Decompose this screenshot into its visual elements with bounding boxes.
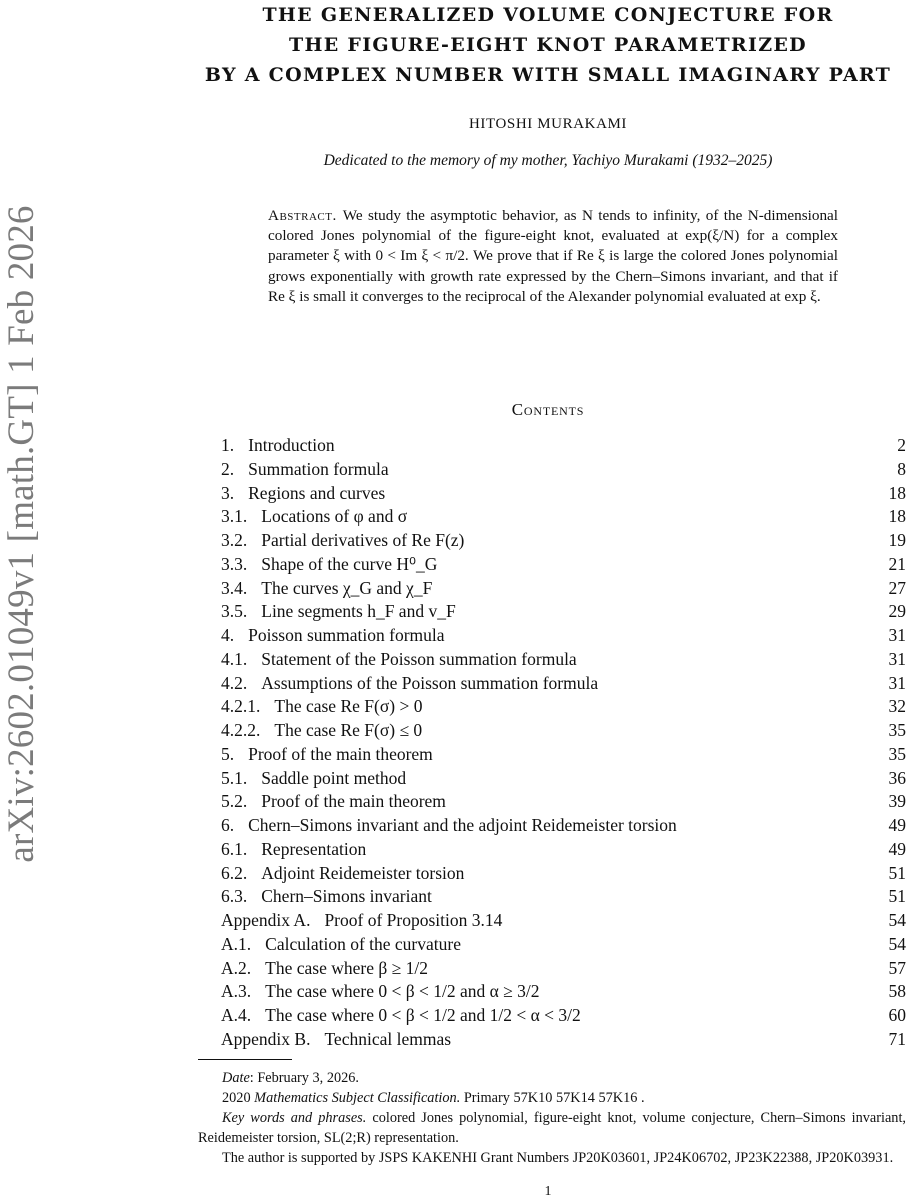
toc-entry[interactable]	[221, 1028, 906, 1052]
toc-entry-number: 4.1.	[221, 648, 248, 669]
toc-entry[interactable]	[221, 743, 906, 767]
toc-entry[interactable]	[221, 790, 906, 814]
toc-entry-title: Regions and curves	[248, 482, 386, 503]
toc-entry-page: 54	[888, 933, 906, 954]
toc-entry-title: Adjoint Reidemeister torsion	[261, 862, 465, 883]
toc-entry-number: 4.	[221, 625, 235, 645]
toc-entry-number: Appendix B.	[221, 1028, 311, 1049]
toc-entry-label	[221, 957, 428, 981]
toc-entry-number: 3.2.	[221, 530, 248, 550]
toc-entry[interactable]	[221, 862, 906, 886]
toc-entry-number: 4.2.2.	[221, 720, 261, 740]
msc-value: Primary 57K10 57K14 57K16 .	[460, 1090, 645, 1106]
toc-entry[interactable]	[221, 885, 906, 909]
toc-entry-number: 5.2.	[221, 791, 248, 812]
footnote-date	[198, 1068, 906, 1088]
toc-entry-label	[221, 577, 432, 601]
toc-entry-number: 6.	[221, 815, 235, 835]
toc-entry-number: 5.1.	[221, 767, 248, 788]
toc-entry-number: 6.1.	[221, 838, 248, 859]
toc-entry-number: 4.2.1.	[221, 696, 261, 717]
toc-entry-title: Shape of the curve H⁰_G	[261, 553, 438, 574]
toc-entry[interactable]	[221, 553, 906, 577]
toc-entry-page: 71	[888, 1028, 906, 1049]
toc-entry-number: 1.	[221, 435, 235, 455]
toc-entry-label	[221, 909, 502, 933]
arxiv-stamp	[0, 178, 44, 890]
toc-entry-page: 19	[888, 530, 906, 550]
toc-entry[interactable]	[221, 1004, 906, 1028]
toc-entry-title: The case where 0 < β < 1/2 and 1/2 < α < 3/2	[265, 1005, 581, 1025]
toc-entry[interactable]	[221, 648, 906, 672]
toc-entry-title: Line segments h_F and v_F	[261, 601, 456, 622]
toc-entry-title: Assumptions of the Poisson summation formula	[261, 672, 599, 693]
toc-entry-number: 3.4.	[221, 577, 248, 598]
toc-entry-page: 35	[888, 743, 906, 764]
toc-entry[interactable]	[221, 767, 906, 791]
toc-entry-label	[221, 838, 366, 862]
msc-lead: 2020	[222, 1090, 255, 1106]
footnote-support: The author is supported by JSPS KAKENHI Grant Numbers JP20K03601, JP24K06702, JP23K22388, JP20K03931.	[222, 1150, 894, 1166]
toc-entry-page: 32	[888, 696, 906, 717]
toc-entry-number: A.2.	[221, 957, 252, 978]
toc-entry[interactable]	[221, 672, 906, 696]
toc-entry-title: The case where 0 < β < 1/2 and α ≥ 3/2	[265, 981, 540, 1002]
toc-entry-label	[221, 790, 446, 814]
title-line-1: THE GENERALIZED VOLUME CONJECTURE FOR	[262, 4, 834, 26]
footnotes	[198, 1068, 906, 1168]
toc-entry-title: Partial derivatives of Re F(z)	[261, 530, 465, 550]
toc-entry-title: Representation	[261, 838, 367, 859]
toc-entry-title: Proof of the main theorem	[248, 743, 433, 764]
toc-entry-page: 49	[888, 815, 906, 835]
footnote-keywords	[198, 1108, 906, 1148]
toc-entry-title: The curves χ_G and χ_F	[261, 577, 433, 598]
msc-label: Mathematics Subject Classification.	[254, 1090, 461, 1106]
toc-entry-title: Chern–Simons invariant and the adjoint Reidemeister torsion	[248, 815, 677, 835]
toc-entry-label	[221, 767, 406, 791]
toc-entry-page: 60	[888, 1005, 906, 1025]
toc-entry-page: 2	[897, 435, 906, 455]
toc-entry-title: Proof of Proposition 3.14	[324, 910, 503, 930]
toc-entry-page: 31	[888, 648, 906, 669]
toc-entry-label	[221, 885, 432, 909]
toc-entry-label	[221, 482, 385, 506]
toc-entry-number: 3.1.	[221, 506, 248, 527]
keywords-value: colored Jones polynomial, figure-eight knot, volume conjecture, Chern–Simons invariant, Reidemeister torsion, SL(2;R) representation.	[198, 1110, 906, 1146]
toc-entry-title: Chern–Simons invariant	[261, 886, 432, 907]
toc-entry-title: The case Re F(σ) > 0	[274, 696, 423, 717]
toc-entry-number: 6.3.	[221, 886, 248, 907]
toc-entry-page: 39	[888, 791, 906, 812]
toc-entry-number: 4.2.	[221, 672, 248, 693]
toc-entry-label	[221, 719, 422, 743]
toc-entry-number: A.4.	[221, 1005, 252, 1025]
toc-entry[interactable]	[221, 980, 906, 1004]
toc-entry[interactable]	[221, 482, 906, 506]
toc-entry-label	[221, 814, 677, 838]
author: HITOSHI MURAKAMI	[468, 116, 628, 132]
toc-entry-label	[221, 862, 464, 886]
toc-entry-title: The case where β ≥ 1/2	[265, 957, 428, 978]
toc-entry[interactable]	[221, 838, 906, 862]
toc-entry-page: 36	[888, 767, 906, 788]
page-number: 1	[544, 1184, 552, 1199]
toc-entry-page: 58	[888, 981, 906, 1002]
toc-entry-number: Appendix A.	[221, 910, 311, 930]
toc-entry[interactable]	[221, 529, 906, 553]
toc-entry[interactable]	[221, 933, 906, 957]
toc-entry-number: A.3.	[221, 981, 252, 1002]
toc-entry-label	[221, 529, 464, 553]
toc-entry[interactable]	[221, 957, 906, 981]
toc-entry-page: 57	[888, 957, 906, 978]
toc-entry-label	[221, 458, 389, 482]
toc-entry-page: 8	[897, 458, 906, 479]
title-line-3: BY A COMPLEX NUMBER WITH SMALL IMAGINARY PART	[204, 64, 892, 86]
toc-entry-label	[221, 743, 433, 767]
toc-entry[interactable]	[221, 577, 906, 601]
toc-entry-number: 5.	[221, 743, 235, 764]
toc-entry-page: 35	[888, 720, 906, 740]
toc-entry-label	[221, 434, 335, 458]
toc-entry-label	[221, 553, 437, 577]
toc-entry-page: 54	[888, 910, 906, 930]
toc-entry-title: Calculation of the curvature	[265, 933, 461, 954]
toc-entry-label	[221, 600, 456, 624]
toc-entry-title: Summation formula	[248, 458, 389, 479]
toc-entry-label	[221, 624, 445, 648]
toc-entry-number: 3.5.	[221, 601, 248, 622]
toc-entry-page: 49	[888, 838, 906, 859]
toc-entry-number: A.1.	[221, 933, 252, 954]
toc-entry-label	[221, 505, 407, 529]
toc-entry-number: 2.	[221, 458, 235, 479]
toc-entry-page: 27	[888, 577, 906, 598]
toc-entry-label	[221, 980, 540, 1004]
abstract-label: Abstract.	[268, 207, 337, 224]
toc-entry-label	[221, 933, 461, 957]
footnote-msc	[198, 1088, 906, 1108]
dedication: Dedicated to the memory of my mother, Yachiyo Murakami (1932–2025)	[323, 152, 773, 169]
toc-entry-label	[221, 695, 422, 719]
toc-entry-page: 31	[888, 625, 906, 645]
paper-title	[190, 0, 906, 90]
footnote-rule	[198, 1059, 292, 1060]
table-of-contents	[221, 434, 906, 1052]
toc-entry-title: Technical lemmas	[324, 1028, 452, 1049]
toc-entry-label	[221, 672, 598, 696]
toc-entry-title: Poisson summation formula	[248, 625, 445, 645]
toc-entry-title: Statement of the Poisson summation formula	[261, 648, 577, 669]
toc-entry-page: 31	[888, 672, 906, 693]
toc-entry[interactable]	[221, 434, 906, 458]
toc-entry-title: The case Re F(σ) ≤ 0	[274, 720, 423, 740]
toc-entry[interactable]	[221, 600, 906, 624]
toc-entry[interactable]	[221, 719, 906, 743]
toc-entry[interactable]	[221, 909, 906, 933]
toc-entry-label	[221, 648, 577, 672]
toc-entry-page: 18	[888, 506, 906, 527]
toc-entry-page: 21	[888, 553, 906, 574]
contents-heading: Contents	[511, 400, 585, 419]
toc-entry[interactable]	[221, 624, 906, 648]
toc-entry[interactable]	[221, 458, 906, 482]
toc-entry-page: 29	[888, 601, 906, 622]
date-label: Date	[222, 1070, 250, 1086]
toc-entry-title: Proof of the main theorem	[261, 791, 446, 812]
toc-entry-title: Introduction	[248, 435, 335, 455]
toc-entry[interactable]	[221, 814, 906, 838]
toc-entry-number: 6.2.	[221, 862, 248, 883]
toc-entry-label	[221, 1028, 451, 1052]
toc-entry-number: 3.3.	[221, 553, 248, 574]
abstract-text: We study the asymptotic behavior, as N tends to infinity, of the N-dimensional colored Jones polynomial of the figure-eight knot, evaluated at exp(ξ/N) for a complex parameter ξ with 0 < Im ξ < π/2. We prove that if Re ξ is large the colored Jones polynomial grows exponentially with growth rate expressed by the Chern–Simons invariant, and that if Re ξ is small it converges to the reciprocal of the Alexander polynomial evaluated at exp ξ.	[268, 207, 838, 305]
toc-entry-page: 51	[888, 886, 906, 907]
arxiv-stamp-text: arXiv:2602.01049v1 [math.GT] 1 Feb 2026	[1, 205, 42, 863]
toc-entry[interactable]	[221, 695, 906, 719]
keywords-label: Key words and phrases.	[222, 1110, 367, 1126]
toc-entry-page: 51	[888, 862, 906, 883]
toc-entry-title: Locations of φ and σ	[261, 506, 408, 527]
abstract	[268, 206, 838, 307]
toc-entry-title: Saddle point method	[261, 767, 407, 788]
toc-entry-label	[221, 1004, 581, 1028]
date-value: : February 3, 2026.	[249, 1070, 359, 1086]
toc-entry[interactable]	[221, 505, 906, 529]
toc-entry-number: 3.	[221, 482, 235, 503]
toc-entry-page: 18	[888, 482, 906, 503]
title-line-2: THE FIGURE-EIGHT KNOT PARAMETRIZED	[289, 34, 807, 56]
